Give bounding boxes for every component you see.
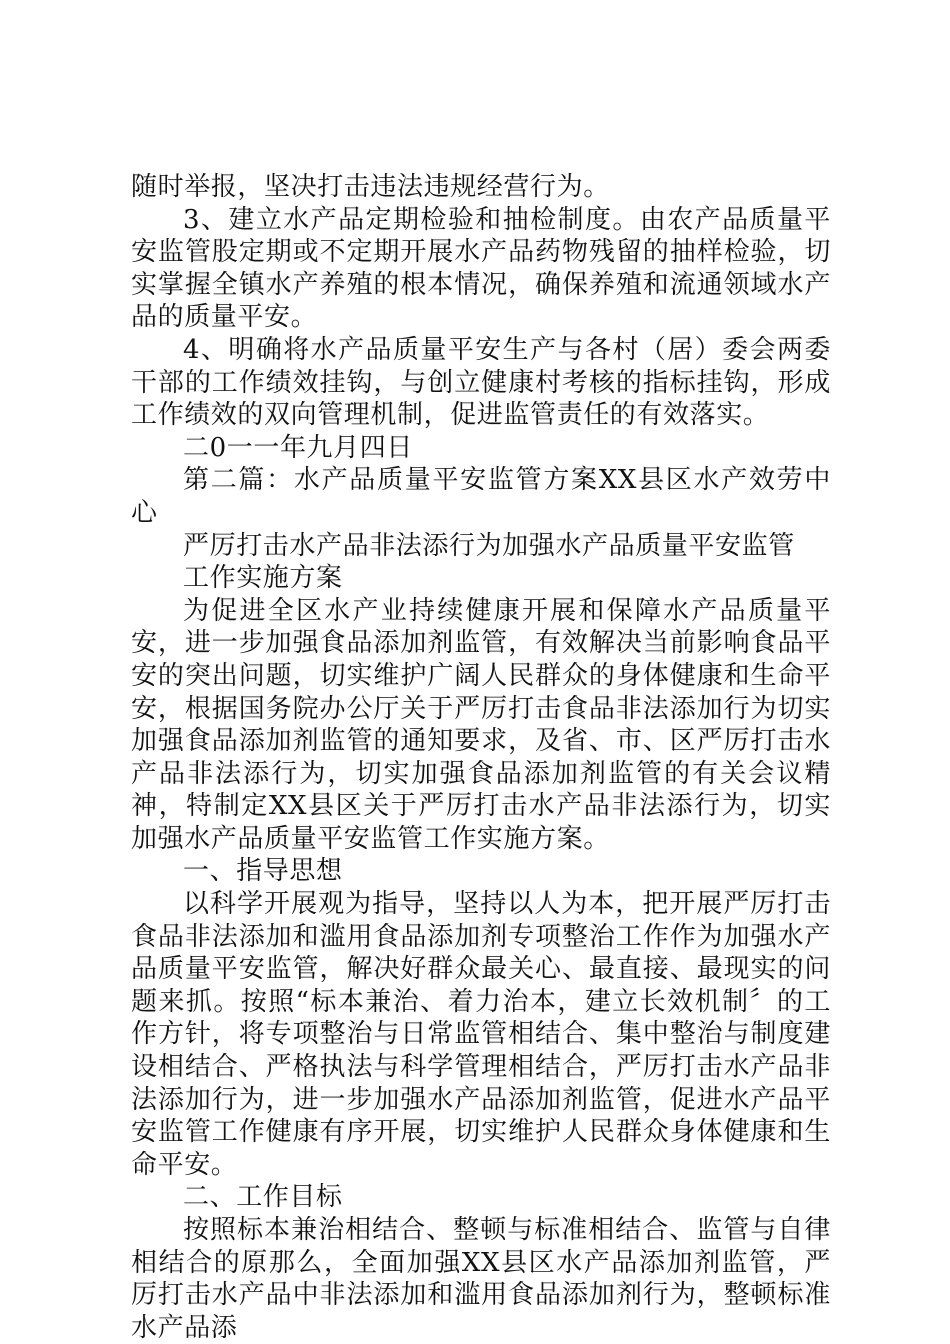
date-line: 二0一一年九月四日: [183, 432, 413, 463]
paragraph-intro: 为促进全区水产业持续健康开展和保障水产品质量平安，进一步加强食品添加剂监管，有效解决当前影响食品平安的突出问题，切实维护广阔人民群众的身体健康和生命平安，根据国务院办公厅关于严厉打击食品非法添加行为切实加强食品添加剂监管的通知要求，及省、市、区严厉打击水产品非法添行为，切实加强食品添加剂监管的有关会议精神，特制定XX县区关于严厉打击水产品非法添行为，切实加强水产品质量平安监管工作实施方案。: [131, 595, 831, 854]
heading-guiding-ideology: 一、指导思想: [183, 856, 343, 887]
paragraph-guiding-ideology: 以科学开展观为指导，坚持以人为本，把开展严厉打击食品非法添加和滥用食品添加剂专项整治工作作为加强水产品质量平安监管，解决好群众最关心、最直接、最现实的问题来抓。按照“标本兼治、着力治本，建立长效机制〞的工作方针，将专项整治与日常监管相结合、集中整治与制度建设相结合、严格执法与科学管理相结合，严厉打击水产品非法添加行为，进一步加强水产品添加剂监管，促进水产品平安监管工作健康有序开展，切实维护人民群众身体健康和生命平安。: [131, 889, 831, 1180]
section-heading-part-two: 第二篇：水产品质量平安监管方案XX县区水产效劳中心: [131, 465, 831, 528]
paragraph-work-goals: 按照标本兼治相结合、整顿与标准相结合、监管与自律相结合的原那么，全面加强XX县区水产品添加剂监管，严厉打击水产品中非法添加和滥用食品添加剂行为，整顿标准水产品添: [131, 1215, 831, 1343]
paragraph-continuation: 随时举报，坚决打击违法违规经营行为。: [131, 172, 610, 202]
paragraph-item-3: 3、建立水产品定期检验和抽检制度。由农产品质量平安监管股定期或不定期开展水产品药物残留的抽样检验，切实掌握全镇水产养殖的根本情况，确保养殖和流通领域水产品的质量平安。: [131, 204, 831, 333]
heading-work-goals: 二、工作目标: [183, 1182, 343, 1213]
paragraph-item-4: 4、明确将水产品质量平安生产与各村（居）委会两委干部的工作绩效挂钩，与创立健康村考核的指标挂钩，形成工作绩效的双向管理机制，促进监管责任的有效落实。: [131, 334, 831, 431]
document-subtitle: 工作实施方案: [183, 563, 343, 594]
document-body: [131, 171, 831, 1344]
document-title: 严厉打击水产品非法添行为加强水产品质量平安监管: [183, 530, 795, 561]
